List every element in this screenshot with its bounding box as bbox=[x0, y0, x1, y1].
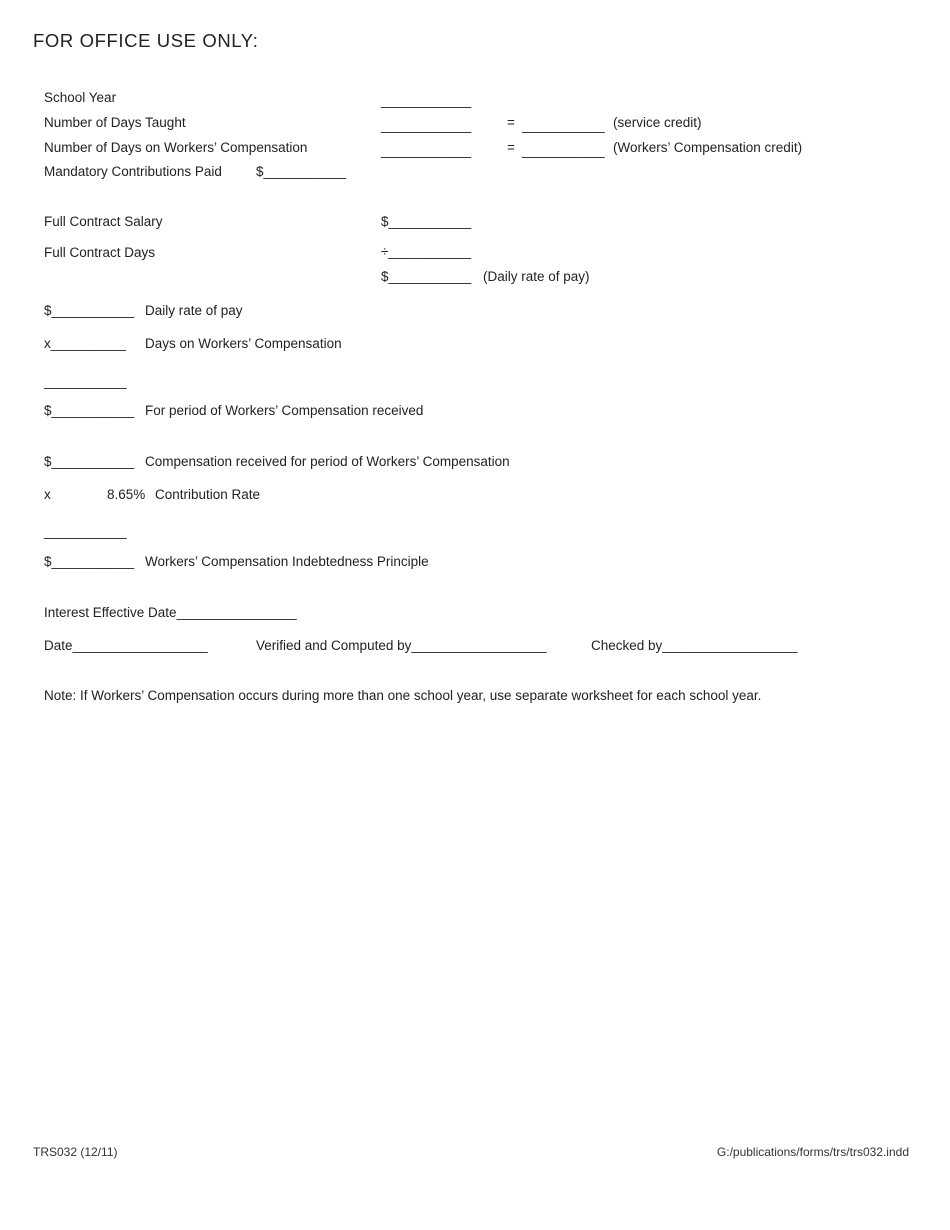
checked-by-field[interactable]: Checked by__________________ bbox=[591, 638, 798, 653]
daily-rate-label: (Daily rate of pay) bbox=[483, 269, 590, 284]
school-year-label: School Year bbox=[44, 90, 117, 105]
calc2-multiply-sign: x bbox=[44, 487, 51, 502]
indebtedness-label: Workers’ Compensation Indebtedness Principle bbox=[145, 554, 429, 569]
full-contract-salary-label: Full Contract Salary bbox=[44, 214, 163, 229]
days-wc-equals: = bbox=[507, 140, 515, 155]
calc2-total-rule: ___________ bbox=[44, 524, 127, 539]
days-wc-blank[interactable]: ____________ bbox=[381, 143, 472, 158]
full-contract-days-blank[interactable]: ÷___________ bbox=[381, 244, 471, 259]
calc1-days-wc-label: Days on Workers’ Compensation bbox=[145, 336, 342, 351]
full-contract-days-label: Full Contract Days bbox=[44, 245, 156, 260]
days-taught-label: Number of Days Taught bbox=[44, 115, 186, 130]
interest-effective-date-field[interactable]: Interest Effective Date________________ bbox=[44, 605, 297, 620]
calc1-daily-rate-blank[interactable]: $___________ bbox=[44, 303, 135, 318]
mandatory-contributions-label: Mandatory Contributions Paid bbox=[44, 164, 222, 179]
service-credit-label: (service credit) bbox=[613, 115, 702, 130]
calc1-period-label: For period of Workers’ Compensation received bbox=[145, 403, 424, 418]
calc2-compensation-blank[interactable]: $___________ bbox=[44, 454, 135, 469]
wc-credit-blank[interactable]: ___________ bbox=[522, 143, 605, 158]
mandatory-contributions-blank[interactable]: $___________ bbox=[256, 164, 347, 179]
file-path: G:/publications/forms/trs/trs032.indd bbox=[716, 1145, 909, 1159]
worksheet-note: Note: If Workers’ Compensation occurs during more than one school year, use separate worksheet for each school year. bbox=[44, 688, 762, 703]
days-taught-equals: = bbox=[507, 115, 515, 130]
contribution-rate-label: Contribution Rate bbox=[155, 487, 261, 502]
verified-computed-by-field[interactable]: Verified and Computed by__________________ bbox=[256, 638, 547, 653]
days-taught-blank[interactable]: ____________ bbox=[381, 118, 472, 133]
calc1-period-blank[interactable]: $___________ bbox=[44, 403, 135, 418]
indebtedness-blank[interactable]: $___________ bbox=[44, 554, 135, 569]
calc1-daily-rate-label: Daily rate of pay bbox=[145, 303, 243, 318]
full-contract-salary-blank[interactable]: $___________ bbox=[381, 214, 472, 229]
date-field[interactable]: Date__________________ bbox=[44, 638, 208, 653]
school-year-blank[interactable]: ____________ bbox=[381, 93, 472, 108]
service-credit-blank[interactable]: ___________ bbox=[522, 118, 605, 133]
contribution-rate-value: 8.65% bbox=[107, 487, 146, 502]
calc1-days-wc-blank[interactable]: x__________ bbox=[44, 336, 126, 351]
wc-credit-label: (Workers’ Compensation credit) bbox=[613, 140, 803, 155]
calc2-compensation-label: Compensation received for period of Workers’ Compensation bbox=[145, 454, 510, 469]
calc1-total-rule: ___________ bbox=[44, 374, 127, 389]
daily-rate-blank[interactable]: $___________ bbox=[381, 269, 472, 284]
form-heading: FOR OFFICE USE ONLY: bbox=[33, 30, 259, 51]
days-wc-label: Number of Days on Workers’ Compensation bbox=[44, 140, 308, 155]
form-id: TRS032 (12/11) bbox=[33, 1145, 118, 1159]
